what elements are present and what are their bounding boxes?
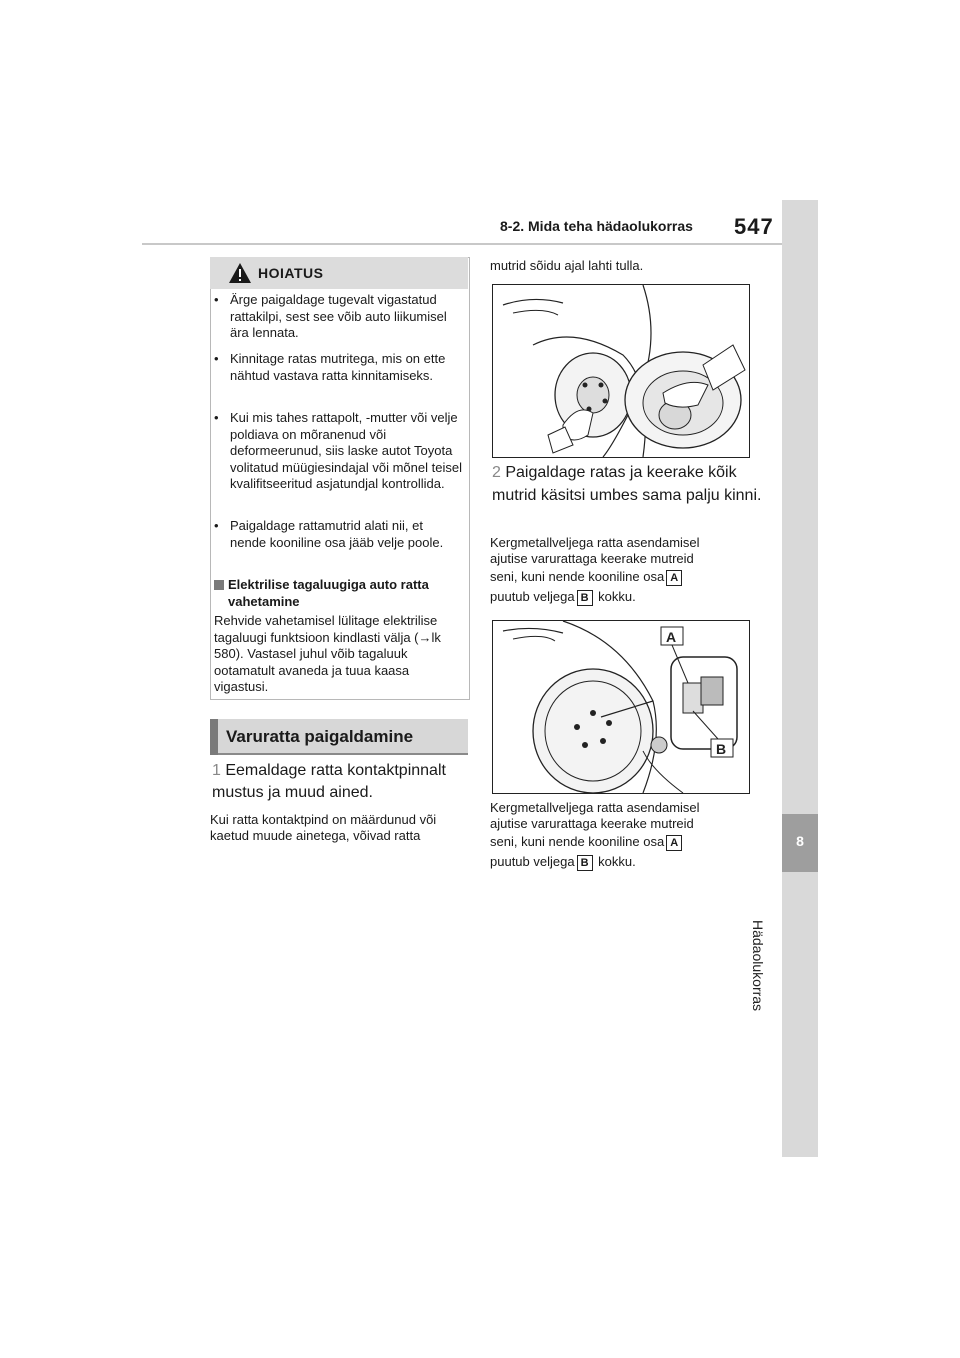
step-1-number: 1 bbox=[212, 762, 221, 779]
svg-text:A: A bbox=[666, 629, 677, 645]
section-heading: Varuratta paigaldamine bbox=[226, 727, 414, 746]
warning-bullet-4: • Paigaldage rattamutrid alati nii, et nende kooniline osa jääb velje poole. bbox=[214, 518, 444, 550]
note-line-4b: kokku. bbox=[598, 589, 636, 604]
step-1 bbox=[212, 760, 470, 804]
note-line-1: Kergmetallveljega ratta asendamisel bbox=[490, 535, 700, 550]
note-line-2: ajutise varurattaga keerake mutreid bbox=[490, 551, 694, 566]
chapter-side-tab bbox=[782, 200, 818, 1157]
chapter-label: Hädaolukorras bbox=[750, 920, 766, 1012]
mounting-wheel-illustration bbox=[492, 620, 750, 794]
warning-bullet-1: • Ärge paigaldage tugevalt vigastatud rattakilpi, sest see võib auto liikumisel ära lennata. bbox=[214, 292, 447, 340]
warning-sub-body: Rehvide vahetamisel lülitage elektrilise tagaluugi funktsioon kindlasti välja (→lk 580). Vastasel juhul võib tagaluuk ootamatult avaneda ja tuua kaasa vigastusi. bbox=[214, 613, 441, 694]
page-number: 547 bbox=[734, 214, 774, 239]
note-line-3: seni, kuni nende kooniline osa bbox=[490, 569, 665, 584]
section-title: 8-2. Mida teha hädaolukorras bbox=[500, 218, 693, 234]
step-1-text: Eemaldage ratta kontaktpinnalt mustus ja muud ained. bbox=[212, 762, 446, 801]
step-2-number: 2 bbox=[492, 464, 501, 481]
note-line-3: seni, kuni nende kooniline osa bbox=[490, 834, 665, 849]
step-1-note: Kui ratta kontaktpind on määrdunud või kaetud muude ainetega, võivad ratta bbox=[210, 812, 437, 843]
warning-bullet-3: • Kui mis tahes rattapolt, -mutter või velje poldiava on mõranenud või deformeerunud, siis laske autot Toyota volitatud müügiesindajal või mõnel teisel kvalifitseeritud asjatundjal kontrollida. bbox=[214, 410, 462, 491]
label-a-tag: A bbox=[666, 835, 682, 851]
step-2 bbox=[492, 462, 762, 507]
warning-title: HOIATUS bbox=[258, 265, 324, 281]
note-line-4b: kokku. bbox=[598, 854, 636, 869]
warning-triangle-icon bbox=[228, 262, 252, 284]
note-line-2: ajutise varurattaga keerake mutreid bbox=[490, 816, 694, 831]
cleaning-wheel-illustration bbox=[492, 284, 750, 458]
warning-subheading: Elektrilise tagaluugiga auto ratta vahetamine bbox=[228, 577, 429, 609]
step-1-note-continuation: mutrid sõidu ajal lahti tulla. bbox=[490, 258, 644, 273]
subheading-square-icon bbox=[214, 580, 224, 590]
warning-bullet-2: • Kinnitage ratas mutritega, mis on ette nähtud vastava ratta kinnitamiseks. bbox=[214, 351, 446, 383]
section-heading-accent bbox=[210, 719, 218, 755]
label-a-tag: A bbox=[666, 570, 682, 586]
step-2-text: Paigaldage ratas ja keerake kõik mutrid käsitsi umbes sama palju kinni. bbox=[492, 464, 762, 504]
step-2-note-2 bbox=[490, 800, 752, 872]
note-line-4a: puutub veljega bbox=[490, 589, 575, 604]
note-line-1: Kergmetallveljega ratta asendamisel bbox=[490, 800, 700, 815]
svg-text:B: B bbox=[716, 741, 727, 757]
chapter-number: 8 bbox=[796, 833, 804, 849]
note-line-4a: puutub veljega bbox=[490, 854, 575, 869]
header-divider bbox=[142, 243, 784, 245]
step-2-note-1 bbox=[490, 535, 752, 607]
label-b-tag: B bbox=[577, 855, 593, 871]
label-b-tag: B bbox=[577, 590, 593, 606]
